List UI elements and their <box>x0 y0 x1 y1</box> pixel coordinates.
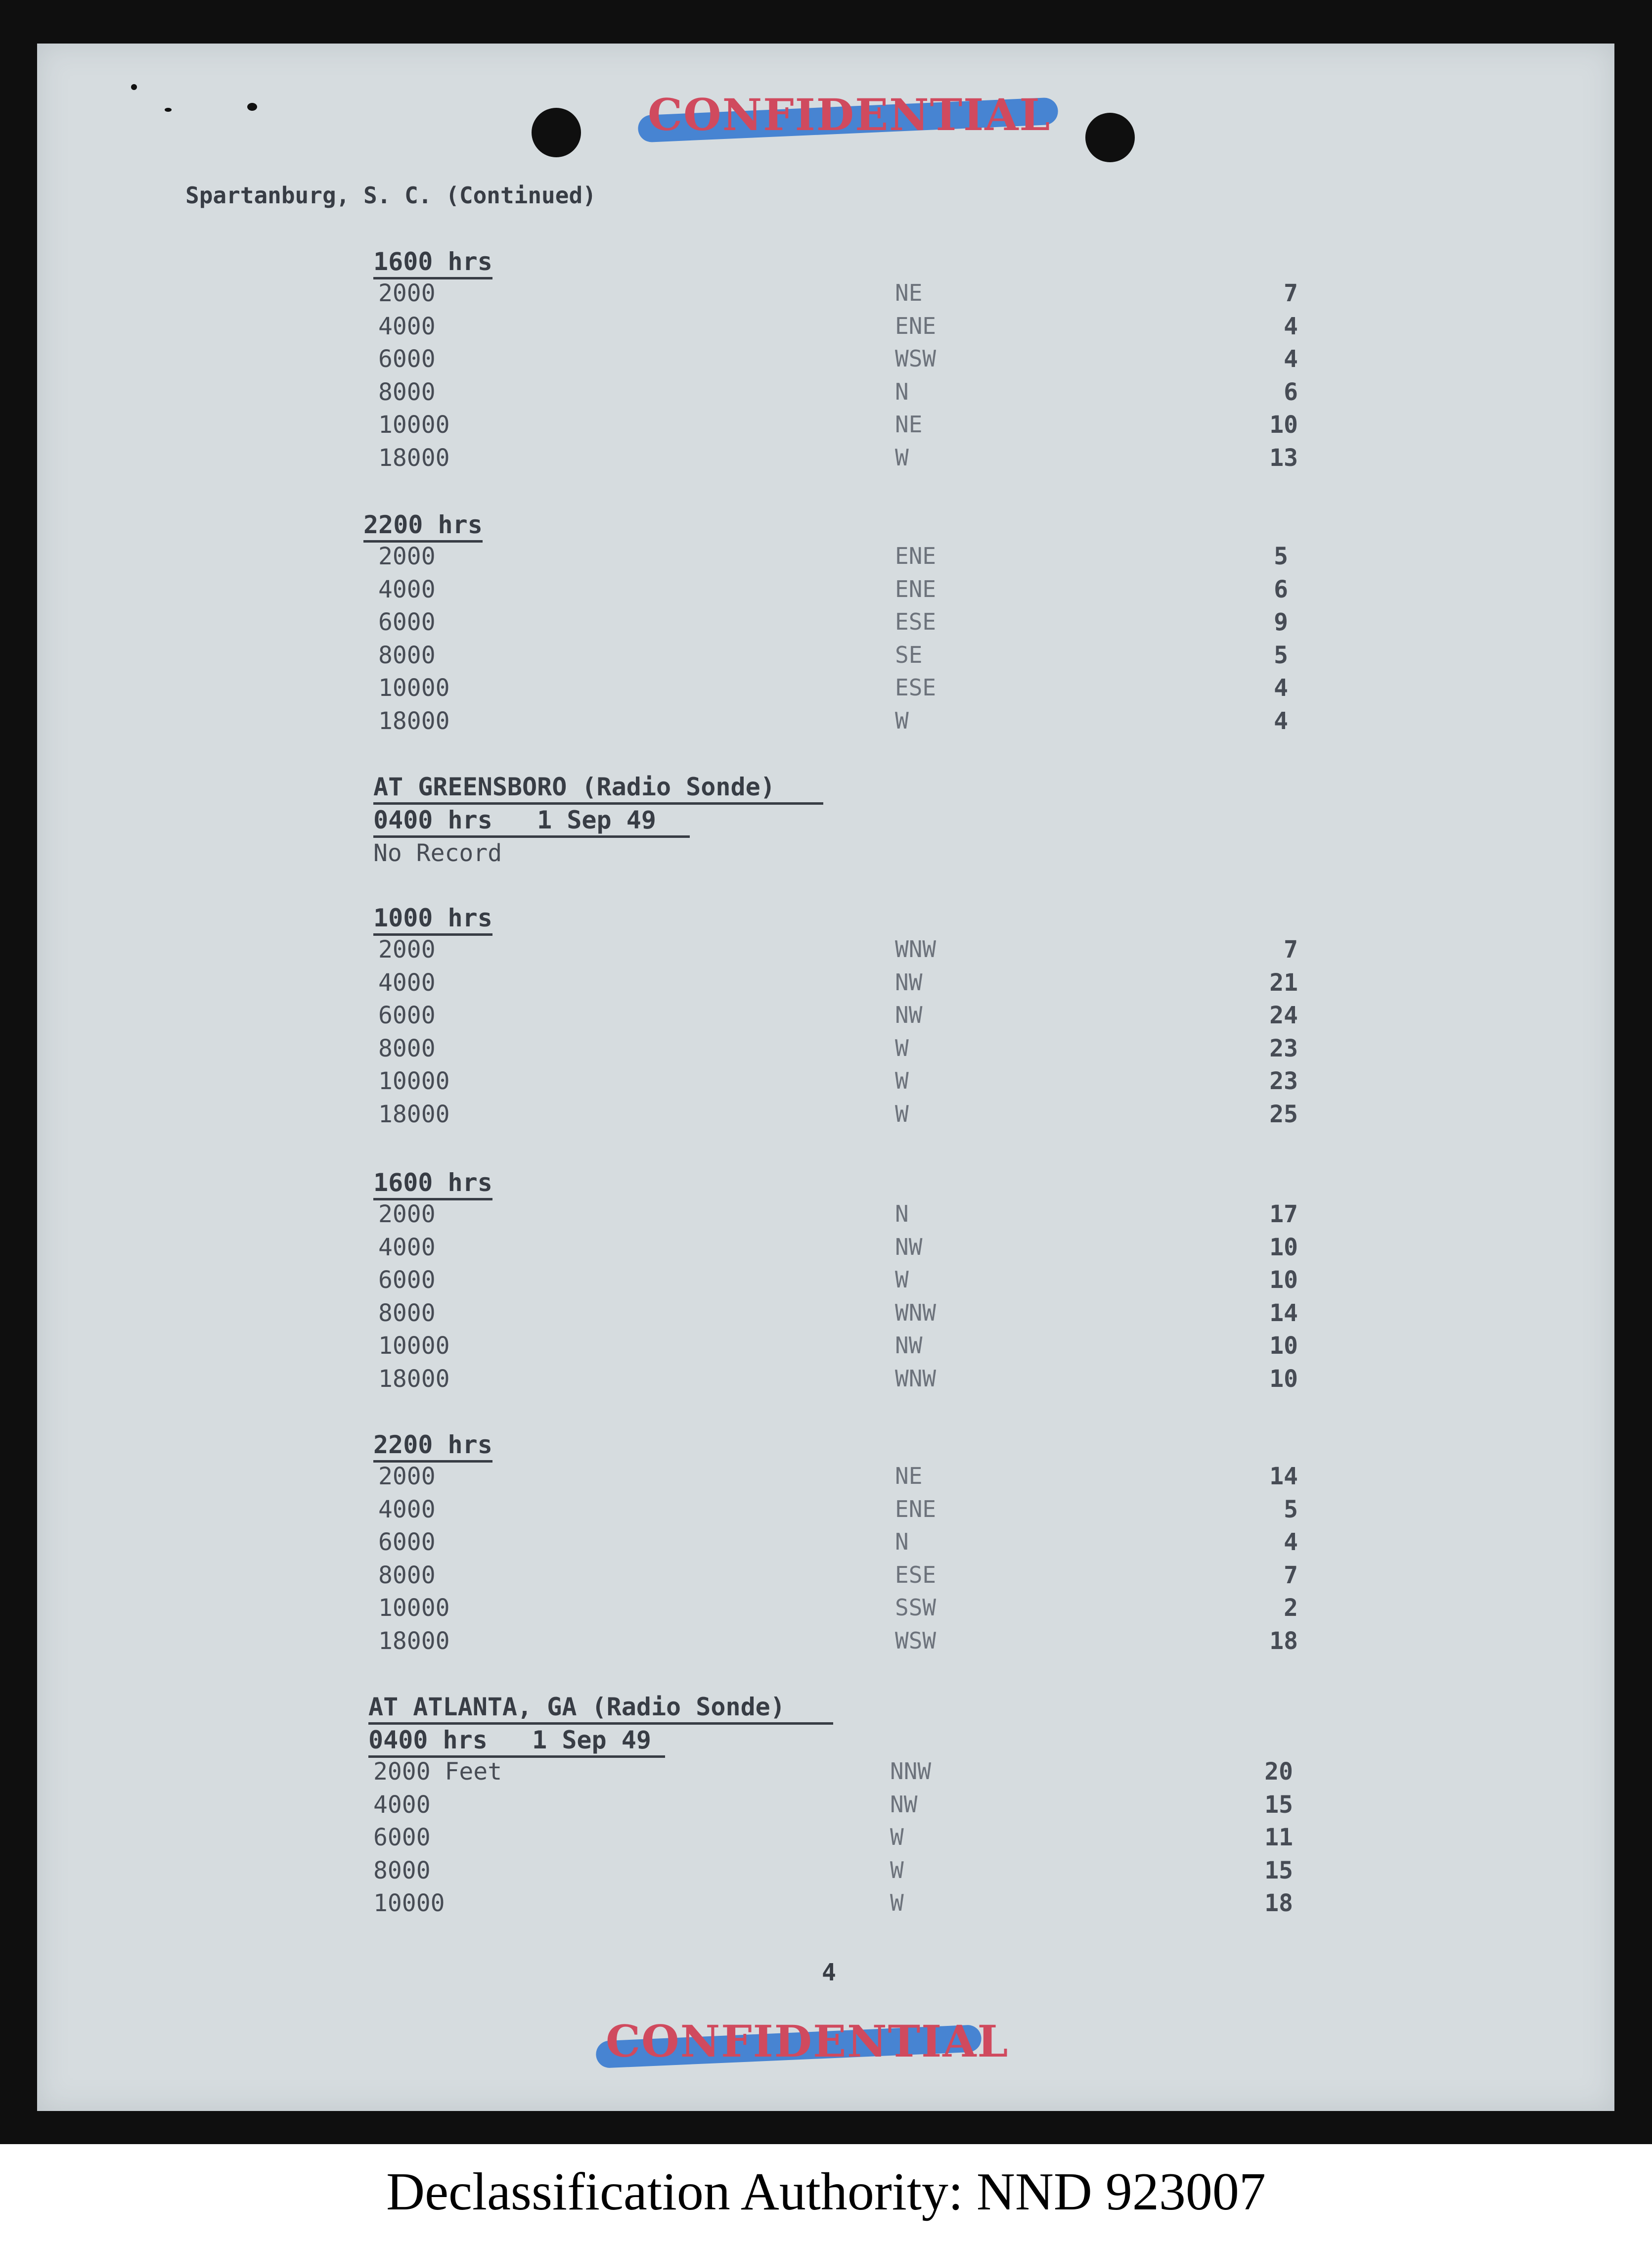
confidential-label: CONFIDENTIAL <box>606 2016 1009 2067</box>
altitude: 8000 <box>378 641 436 669</box>
wind-direction: W <box>895 444 909 471</box>
confidential-stamp-top <box>638 89 1058 148</box>
altitude: 10000 <box>378 1067 450 1095</box>
wind-speed: 7 <box>1284 1561 1298 1589</box>
table-row <box>373 1365 1298 1398</box>
wind-direction: SE <box>895 641 923 668</box>
wind-direction: ESE <box>895 674 937 701</box>
table-row <box>368 1824 1293 1857</box>
wind-direction: ENE <box>895 312 937 339</box>
wind-speed: 10 <box>1269 1365 1298 1393</box>
observation-time: 0400 hrs 1 Sep 49 <box>368 1725 665 1758</box>
wind-speed: 6 <box>1284 378 1298 406</box>
wind-direction: ESE <box>895 608 937 635</box>
no-record-note: No Record <box>373 839 502 867</box>
wind-speed: 4 <box>1284 1528 1298 1556</box>
wind-direction: NW <box>890 1790 918 1818</box>
punch-hole-left <box>532 108 581 157</box>
table-row <box>373 378 1298 412</box>
wind-direction: SSW <box>895 1594 937 1621</box>
altitude: 10000 <box>378 674 450 702</box>
wind-direction: NW <box>895 1332 923 1359</box>
altitude: 10000 <box>378 1594 450 1622</box>
altitude: 2000 <box>378 1200 436 1228</box>
section-time-label: 1600 hrs <box>373 246 492 279</box>
wind-table <box>373 1463 1298 1660</box>
wind-speed: 6 <box>1274 575 1288 603</box>
table-row <box>368 1758 1293 1791</box>
atlanta-section <box>368 1692 1293 1923</box>
table-row <box>373 1234 1298 1267</box>
table-row <box>373 642 1288 675</box>
table-row <box>373 1101 1298 1134</box>
wind-speed: 4 <box>1274 674 1288 702</box>
table-row <box>373 345 1298 378</box>
altitude: 2000 <box>378 1463 436 1490</box>
wind-speed: 4 <box>1274 707 1288 735</box>
wind-direction: NE <box>895 279 923 306</box>
altitude: 8000 <box>373 1856 431 1884</box>
wind-table <box>373 936 1298 1133</box>
table-row <box>373 1627 1298 1660</box>
ink-speck <box>131 84 137 90</box>
wind-speed: 5 <box>1274 543 1288 570</box>
wind-direction: N <box>895 378 909 405</box>
altitude: 8000 <box>378 1299 436 1327</box>
wind-direction: WNW <box>895 1365 937 1392</box>
wind-table <box>373 543 1288 740</box>
wind-direction: W <box>890 1856 904 1883</box>
wind-direction: ENE <box>895 543 937 569</box>
table-row <box>368 1857 1293 1890</box>
punch-hole-right <box>1085 113 1135 162</box>
greensboro-1000-section <box>373 903 1298 1133</box>
section-time-label: 1600 hrs <box>373 1167 492 1200</box>
greensboro-header <box>373 772 823 869</box>
altitude: 18000 <box>378 444 450 472</box>
altitude: 2000 <box>378 936 436 963</box>
wind-direction: WSW <box>895 1627 937 1654</box>
altitude: 4000 <box>378 1233 436 1261</box>
wind-direction: W <box>895 1034 909 1061</box>
wind-direction: W <box>895 1100 909 1127</box>
altitude: 10000 <box>378 411 450 439</box>
station-title: AT ATLANTA, GA (Radio Sonde) <box>368 1692 833 1725</box>
altitude: 4000 <box>378 575 436 603</box>
wind-speed: 7 <box>1284 279 1298 307</box>
greensboro-1600-section <box>373 1167 1298 1398</box>
wind-speed: 14 <box>1269 1463 1298 1490</box>
table-row <box>368 1889 1293 1923</box>
table-row <box>373 1067 1298 1101</box>
wind-speed: 10 <box>1269 1233 1298 1261</box>
wind-speed: 15 <box>1264 1856 1293 1884</box>
wind-direction: W <box>890 1889 904 1916</box>
table-row <box>373 674 1288 707</box>
wind-speed: 21 <box>1269 968 1298 997</box>
section-time-label: 1000 hrs <box>373 903 492 936</box>
wind-direction: NNW <box>890 1758 932 1785</box>
page-number: 4 <box>822 1959 836 1986</box>
table-row <box>373 936 1298 969</box>
confidential-label: CONFIDENTIAL <box>648 89 1051 140</box>
wind-direction: WSW <box>895 345 937 372</box>
altitude: 6000 <box>378 345 436 373</box>
observation-time: 0400 hrs 1 Sep 49 <box>373 805 690 838</box>
wind-direction: ENE <box>895 575 937 602</box>
wind-table <box>373 1200 1298 1398</box>
wind-speed: 23 <box>1269 1034 1298 1062</box>
altitude: 8000 <box>378 1034 436 1062</box>
wind-speed: 23 <box>1269 1067 1298 1095</box>
station-title: AT GREENSBORO (Radio Sonde) <box>373 772 823 805</box>
table-row <box>373 1035 1298 1068</box>
section-time-label: 2200 hrs <box>363 509 483 543</box>
altitude: 18000 <box>378 707 450 735</box>
table-row <box>373 576 1288 609</box>
table-row <box>373 1266 1298 1299</box>
altitude: 4000 <box>378 968 436 997</box>
table-row <box>373 411 1298 444</box>
wind-direction: W <box>895 1266 909 1293</box>
table-row <box>373 1496 1298 1529</box>
table-row <box>373 608 1288 642</box>
altitude: 2000 <box>378 543 436 570</box>
ink-speck <box>165 108 172 112</box>
wind-speed: 10 <box>1269 1266 1298 1294</box>
wind-speed: 17 <box>1269 1200 1298 1228</box>
altitude: 6000 <box>378 1528 436 1556</box>
table-row <box>373 1299 1298 1332</box>
altitude: 8000 <box>378 378 436 406</box>
spartanburg-1600-section <box>373 246 1298 477</box>
wind-table <box>368 1758 1293 1923</box>
table-row <box>373 707 1288 740</box>
altitude: 18000 <box>378 1627 450 1655</box>
altitude: 6000 <box>373 1824 431 1851</box>
table-row <box>373 1463 1298 1496</box>
altitude: 10000 <box>373 1889 445 1917</box>
wind-direction: ENE <box>895 1495 937 1522</box>
section-time-label: 2200 hrs <box>373 1429 492 1463</box>
wind-direction: NE <box>895 1463 923 1489</box>
altitude: 2000 Feet <box>373 1758 502 1786</box>
table-row <box>373 543 1288 576</box>
wind-direction: NW <box>895 968 923 996</box>
wind-direction: N <box>895 1200 909 1227</box>
table-row <box>373 444 1298 477</box>
wind-speed: 20 <box>1264 1758 1293 1786</box>
wind-speed: 25 <box>1269 1100 1298 1128</box>
altitude: 4000 <box>378 1495 436 1523</box>
wind-direction: ESE <box>895 1561 937 1588</box>
wind-speed: 9 <box>1274 608 1288 636</box>
table-row <box>373 313 1298 346</box>
table-row <box>373 1594 1298 1627</box>
altitude: 6000 <box>378 608 436 636</box>
altitude: 10000 <box>378 1332 450 1360</box>
wind-direction: WNW <box>895 936 937 963</box>
table-row <box>373 1002 1298 1035</box>
altitude: 18000 <box>378 1365 450 1393</box>
altitude: 6000 <box>378 1002 436 1029</box>
wind-speed: 10 <box>1269 411 1298 439</box>
spartanburg-2200-section <box>363 509 1288 740</box>
declassification-authority: Declassification Authority: NND 923007 <box>386 2162 1266 2221</box>
wind-speed: 18 <box>1269 1627 1298 1655</box>
wind-table <box>373 279 1298 477</box>
confidential-stamp-bottom <box>596 2016 1009 2075</box>
wind-speed: 14 <box>1269 1299 1298 1327</box>
wind-speed: 10 <box>1269 1332 1298 1360</box>
wind-speed: 4 <box>1284 312 1298 340</box>
table-row <box>373 1332 1298 1365</box>
table-row <box>368 1791 1293 1824</box>
wind-speed: 18 <box>1264 1889 1293 1917</box>
wind-speed: 11 <box>1264 1824 1293 1851</box>
wind-direction: W <box>895 707 909 734</box>
wind-speed: 5 <box>1274 641 1288 669</box>
altitude: 2000 <box>378 279 436 307</box>
wind-speed: 7 <box>1284 936 1298 963</box>
wind-direction: N <box>895 1528 909 1555</box>
table-row <box>373 1200 1298 1234</box>
altitude: 18000 <box>378 1100 450 1128</box>
wind-speed: 2 <box>1284 1594 1298 1622</box>
table-row <box>373 279 1298 313</box>
wind-speed: 15 <box>1264 1790 1293 1819</box>
greensboro-2200-section <box>373 1429 1298 1660</box>
wind-speed: 24 <box>1269 1002 1298 1029</box>
wind-direction: NE <box>895 411 923 438</box>
wind-speed: 13 <box>1269 444 1298 472</box>
wind-speed: 5 <box>1284 1495 1298 1523</box>
wind-direction: NW <box>895 1233 923 1260</box>
altitude: 4000 <box>378 312 436 340</box>
wind-speed: 4 <box>1284 345 1298 373</box>
wind-direction: W <box>890 1824 904 1850</box>
wind-direction: NW <box>895 1002 923 1028</box>
altitude: 8000 <box>378 1561 436 1589</box>
ink-speck <box>247 103 257 111</box>
location-header: Spartanburg, S. C. (Continued) <box>185 182 596 209</box>
table-row <box>373 969 1298 1002</box>
table-row <box>373 1561 1298 1595</box>
table-row <box>373 1528 1298 1561</box>
altitude: 6000 <box>378 1266 436 1294</box>
altitude: 4000 <box>373 1790 431 1819</box>
wind-direction: WNW <box>895 1299 937 1326</box>
wind-direction: W <box>895 1067 909 1094</box>
